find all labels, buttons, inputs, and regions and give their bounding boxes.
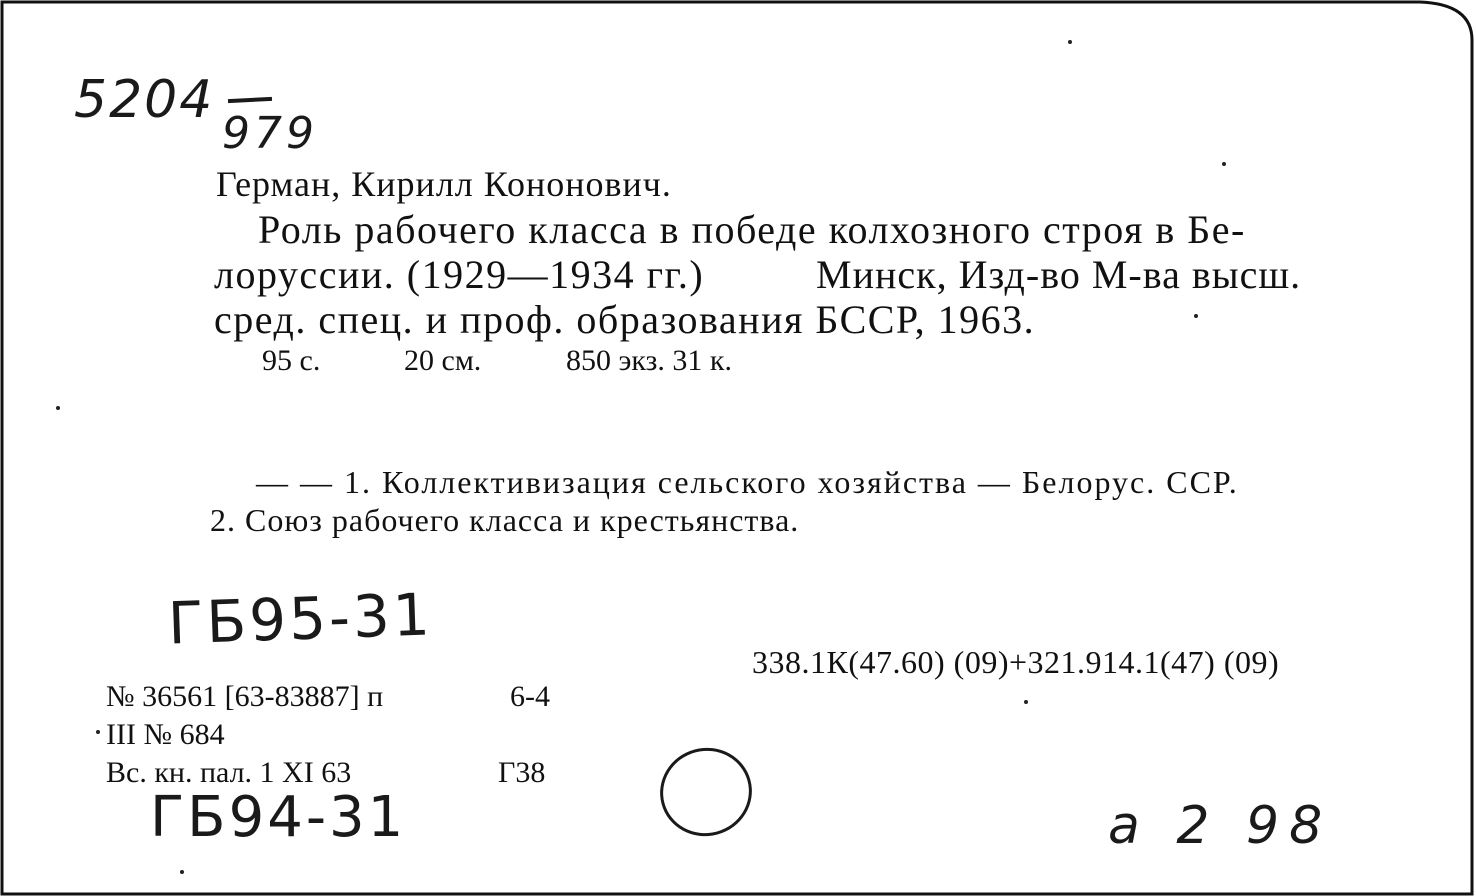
handwritten-call-number-sub: 979 [222,108,318,159]
printing-info-line-1-right: 6-4 [510,680,550,713]
printing-info-line-3-right: Г38 [498,756,546,789]
udc-classification: 338.1К(47.60) (09)+321.914.1(47) (09) [752,644,1280,680]
title-line-3: сред. спец. и проф. образования БССР, 1963. [214,297,1036,342]
publisher-line: Минск, Изд-во М-ва высш. [816,252,1302,297]
scan-speck [1194,314,1198,318]
copies-and-price: 850 экз. 31 к. [566,344,732,377]
book-size: 20 см. [404,344,482,377]
handwritten-shelf-mark-2: ГБ94-31 [150,785,407,850]
subject-line-1: — — 1. Коллективизация сельского хозяйства — Белорус. ССР. [256,464,1239,500]
title-line-2: лоруссии. (1929—1934 гг.) [214,252,705,297]
handwritten-shelf-mark-1: ГБ95-31 [166,580,434,658]
scan-speck [1068,40,1072,44]
printing-info-line-2: III № 684 [106,718,225,751]
scan-speck [1222,162,1226,166]
subject-line-2: 2. Союз рабочего класса и крестьянства. [210,502,800,538]
printing-info-line-3: Вс. кн. пал. 1 XI 63 [106,756,352,789]
handwritten-inventory-mark: a 2 98 [1108,796,1333,856]
handwritten-call-number: 5204 [74,70,215,130]
printing-info-line-1: № 36561 [63-83887] п [106,680,384,713]
title-line-1: Роль рабочего класса в победе колхозного строя в Бе- [258,207,1246,252]
author-heading: Герман, Кирилл Кононович. [216,164,672,204]
scan-speck [96,730,100,734]
scan-speck [56,406,60,410]
pages-count: 95 с. [262,344,321,377]
scan-speck [1024,700,1028,704]
scan-speck [180,870,184,874]
